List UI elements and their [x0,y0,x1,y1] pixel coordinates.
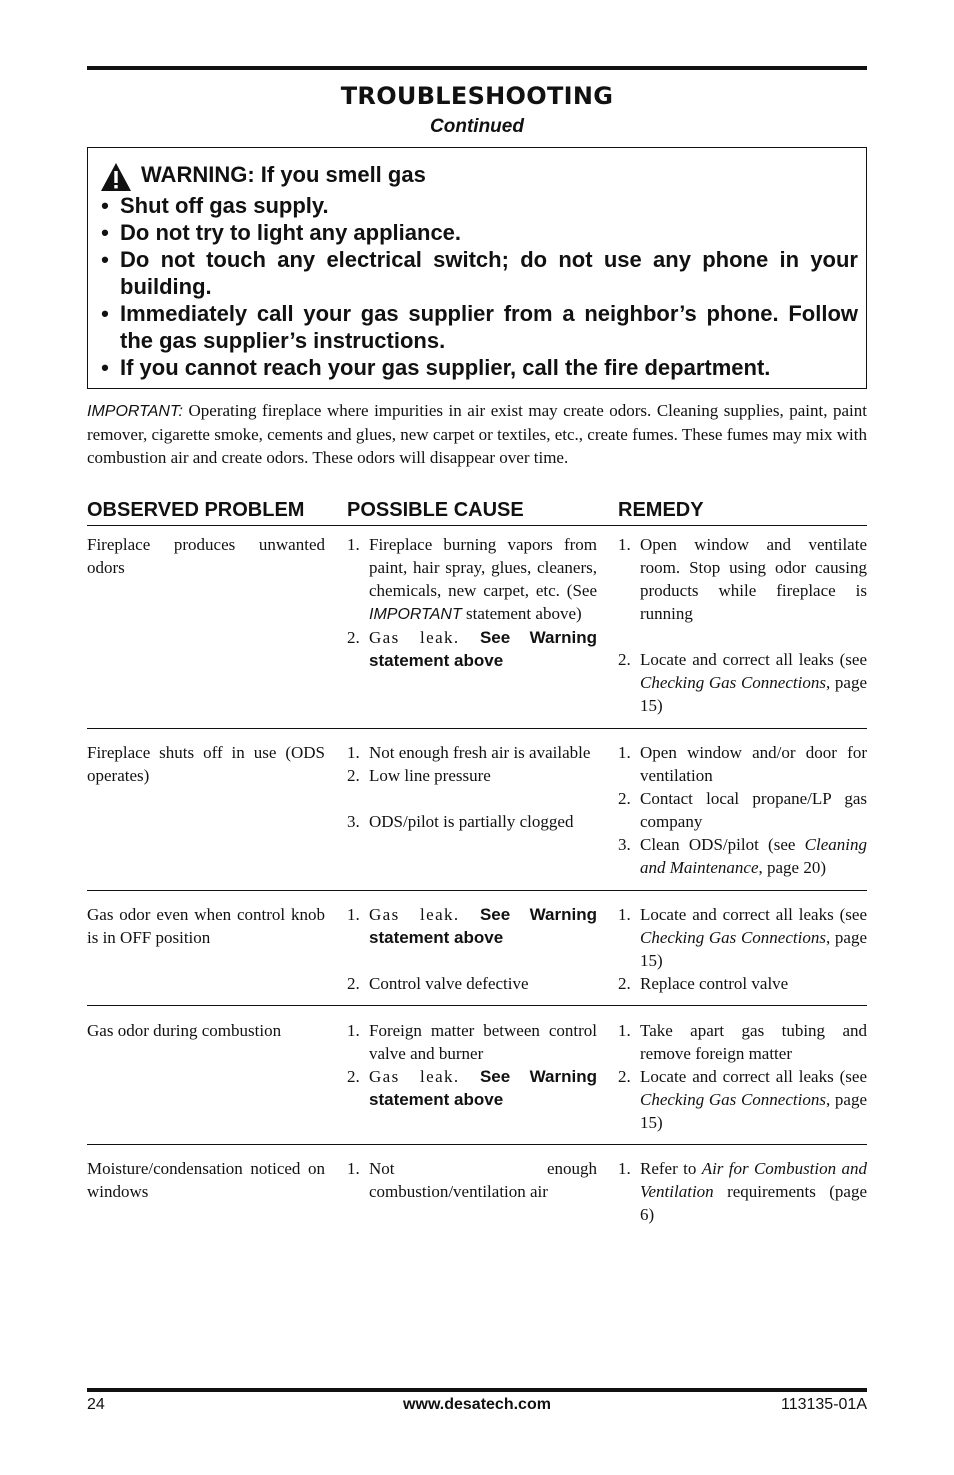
cause-item [347,1065,597,1111]
remedy-item [618,903,867,972]
cause-item [347,626,597,672]
cause-item [347,810,597,833]
item-number: 1. [347,535,360,554]
cause-item [347,1019,597,1065]
row-rule [87,728,867,729]
row-3-causes [347,903,597,995]
row-4-remedies [618,1019,867,1134]
top-rule [87,66,867,70]
warning-item-text: If you cannot reach your gas supplier, call the fire department. [120,355,771,380]
item-text: Not enough combustion/ventilation air [369,1159,597,1201]
item-emphasis: Air for Combustion and Ventilation [640,1159,867,1201]
item-number: 1. [347,1021,360,1040]
item-number: 1. [618,535,631,554]
cause-item [347,741,597,764]
item-text: Foreign matter between control valve and burner [369,1021,597,1063]
item-emphasis: Checking Gas Connections [640,673,826,692]
warning-item [98,192,858,219]
item-number: 1. [618,743,631,762]
row-rule [87,1144,867,1145]
row-2-remedies [618,741,867,879]
bullet: • [101,247,109,272]
item-text: Locate and correct all leaks (see [640,905,867,924]
cause-item [347,533,597,626]
warning-item-text: Do not touch any electrical switch; do not use any phone in your building. [120,247,858,299]
item-number: 2. [347,1067,360,1086]
item-text: Locate and correct all leaks (see [640,650,867,669]
cause-item [347,972,597,995]
remedy-item [618,833,867,879]
item-number: 2. [618,650,631,669]
item-text: statement above) [461,604,582,623]
row-5-problem: Moisture/condensation noticed on windows [87,1159,325,1201]
item-text: Replace control valve [640,974,789,993]
header-observed-problem: OBSERVED PROBLEM [87,499,305,521]
item-text: Low line pressure [369,766,491,785]
item-text: Gas leak. [369,628,480,647]
item-number: 1. [347,743,360,762]
item-emphasis: Checking Gas Connections [640,928,826,947]
warning-box [87,147,867,389]
row-1-causes [347,533,597,672]
header-remedy: REMEDY [618,499,704,521]
row-5-remedies [618,1157,867,1226]
row-2-causes [347,741,597,833]
item-text: , page 15) [640,1090,867,1132]
warning-item-text: Shut off gas supply. [120,193,329,218]
item-text: Not enough fresh air is available [369,743,591,762]
remedy-item [618,1019,867,1065]
item-number: 1. [618,905,631,924]
item-number: 2. [347,766,360,785]
item-emphasis: See Warning statement above [369,905,597,947]
warning-item [98,354,858,381]
remedy-item [618,1065,867,1134]
cause-item [347,1157,597,1203]
item-text: Open window and ventilate room. Stop using odor causing products while fireplace is running [640,535,867,623]
page-number: 24 [87,1396,105,1413]
cause-item [347,764,597,810]
warning-item [98,300,858,354]
important-note [87,399,867,469]
item-text: Locate and correct all leaks (see [640,1067,867,1086]
warning-heading [100,162,426,192]
warning-item [98,219,858,246]
row-rule [87,890,867,891]
warning-item-text: Immediately call your gas supplier from a neighbor’s phone. Follow the gas supplier’s instructions. [120,301,858,353]
item-emphasis: IMPORTANT [369,606,462,623]
item-text: Control valve defective [369,974,529,993]
row-4-causes [347,1019,597,1111]
item-number: 1. [347,1159,360,1178]
row-5-causes [347,1157,597,1203]
bullet: • [101,355,109,380]
item-text: Open window and/or door for ventilation [640,743,867,785]
item-number: 2. [618,1067,631,1086]
row-2-problem: Fireplace shuts off in use (ODS operates) [87,743,325,785]
item-text: , page 15) [640,673,867,715]
remedy-item [618,533,867,648]
item-text: Gas leak. [369,1067,480,1086]
website-link[interactable]: www.desatech.com [403,1396,551,1413]
item-emphasis: See Warning statement above [369,628,597,670]
remedy-item [618,1157,867,1226]
bottom-rule [87,1388,867,1392]
item-number: 2. [618,789,631,808]
row-3-problem: Gas odor even when control knob is in OFF position [87,905,325,947]
warning-triangle-icon [100,162,132,192]
item-number: 2. [618,974,631,993]
manual-page [87,0,867,1475]
remedy-item [618,972,867,995]
item-number: 3. [618,835,631,854]
item-text: Fireplace burning vapors from paint, hair spray, glues, cleaners, chemicals, new carpet, etc. (See [369,535,597,600]
item-text: , page 20) [758,858,827,877]
important-label: IMPORTANT: [87,403,183,420]
row-1-remedies [618,533,867,717]
row-1-problem: Fireplace produces unwanted odors [87,535,325,577]
remedy-item [618,787,867,833]
bullet: • [101,193,109,218]
bullet: • [101,220,109,245]
item-text: Clean ODS/pilot (see [640,835,805,854]
item-number: 3. [347,812,360,831]
bullet: • [101,301,109,326]
item-number: 2. [347,974,360,993]
warning-item-text: Do not try to light any appliance. [120,220,462,245]
item-text: Gas leak. [369,905,480,924]
item-number: 1. [618,1159,631,1178]
item-text: Take apart gas tubing and remove foreign matter [640,1021,867,1063]
remedy-item [618,741,867,787]
page-subtitle: Continued [430,116,524,137]
row-3-remedies [618,903,867,995]
warning-item [98,246,858,300]
item-number: 1. [618,1021,631,1040]
remedy-item [618,648,867,717]
warning-list [98,192,858,381]
doc-number: 113135-01A [781,1396,867,1413]
page-title: TROUBLESHOOTING [340,82,614,110]
item-text: Refer to [640,1159,702,1178]
item-emphasis: Cleaning and Maintenance [640,835,867,877]
item-text: Contact local propane/LP gas company [640,789,867,831]
item-emphasis: See Warning statement above [369,1067,597,1109]
row-4-problem: Gas odor during combustion [87,1021,282,1040]
item-number: 1. [347,905,360,924]
warning-heading-text: WARNING: If you smell gas [141,162,426,187]
item-text: ODS/pilot is partially clogged [369,812,574,831]
row-rule [87,1005,867,1006]
item-text: requirements (page 6) [640,1182,867,1224]
item-text: , page 15) [640,928,867,970]
cause-item [347,903,597,972]
important-text: Operating fireplace where impurities in air exist may create odors. Cleaning supplies, paint, paint remover, cigarette smoke, cements and glues, new carpet or textiles, etc., create fumes. These fumes may mix with combustion air and create odors. These odors will disappear over time. [87,401,867,467]
header-rule [87,525,867,526]
item-number: 2. [347,628,360,647]
item-emphasis: Checking Gas Connections [640,1090,826,1109]
header-possible-cause: POSSIBLE CAUSE [347,499,524,521]
